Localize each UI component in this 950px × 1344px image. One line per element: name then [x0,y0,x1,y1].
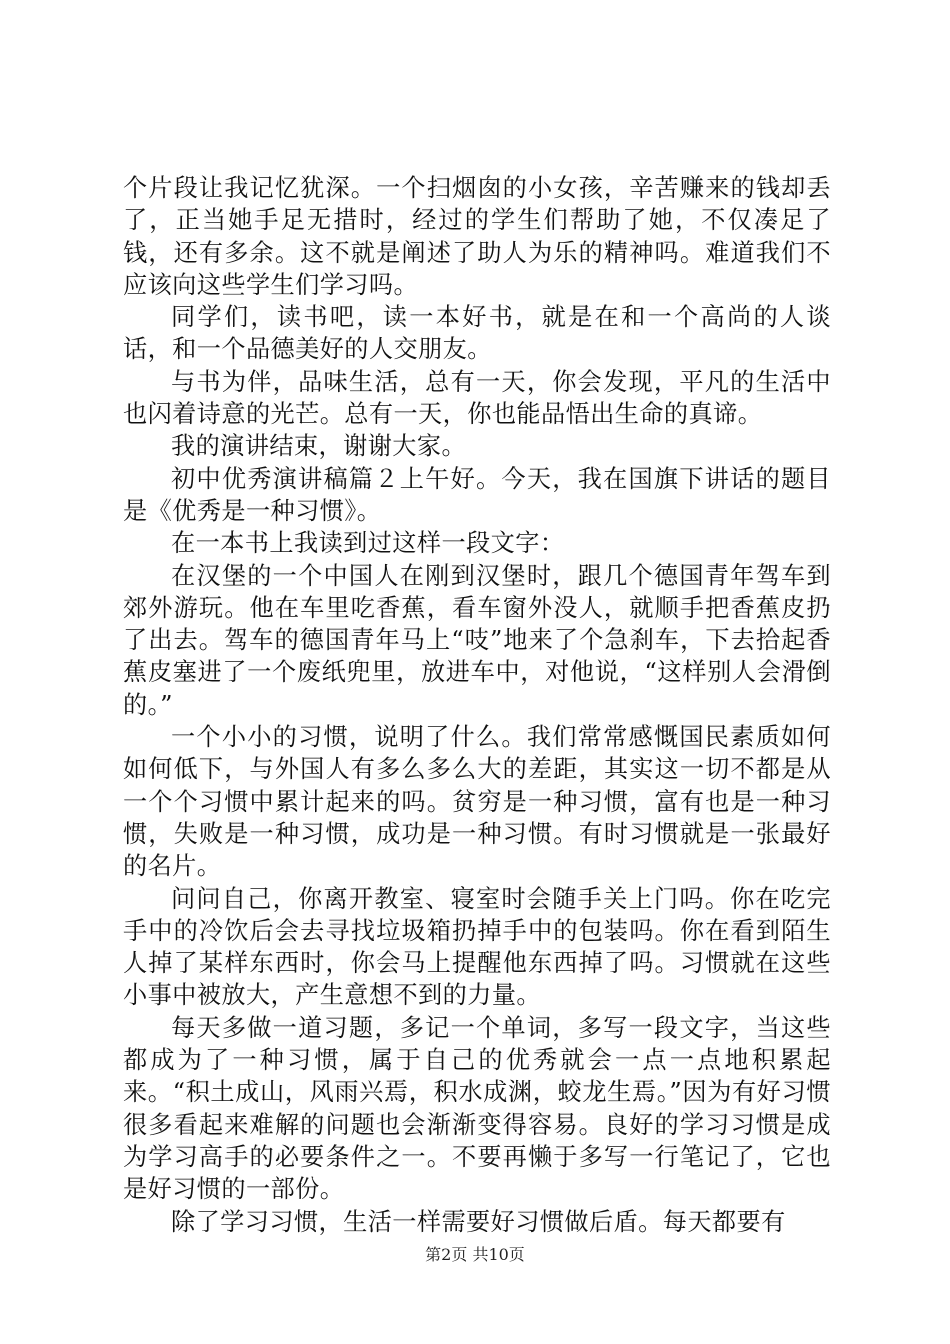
paragraph: 问问自己，你离开教室、寝室时会随手关上门吗。你在吃完手中的冷饮后会去寻找垃圾箱扔掉手中的包装吗。你在看到陌生人掉了某样东西时，你会马上提醒他东西掉了吗。习惯就在这些小事中被放大，产生意想不到的力量。 [123,884,831,1010]
paragraph: 我的演讲结束，谢谢大家。 [171,432,467,461]
document-body [123,172,831,1238]
paragraph: 与书为伴，品味生活，总有一天，你会发现，平凡的生活中也闪着诗意的光芒。总有一天，你也能品悟出生命的真谛。 [123,367,831,429]
paragraph: 个片段让我记忆犹深。一个扫烟囱的小女孩，辛苦赚来的钱却丢了，正当她手足无措时，经过的学生们帮助了她，不仅凑足了钱，还有多余。这不就是阐述了助人为乐的精神吗。难道我们不应该向这些学生们学习吗。 [123,174,831,299]
paragraph: 除了学习习惯，生活一样需要好习惯做后盾。每天都要有 [171,1207,786,1236]
paragraph: 初中优秀演讲稿篇２上午好。今天，我在国旗下讲话的题目是《优秀是一种习惯》。 [123,464,831,525]
page-number-footer: 第2页 共10页 [425,1245,525,1264]
paragraph: 在一本书上我读到过这样一段文字： [171,529,565,558]
paragraph: 在汉堡的一个中国人在刚到汉堡时，跟几个德国青年驾车到郊外游玩。他在车里吃香蕉，看车窗外没人，就顺手把香蕉皮扔了出去。驾车的德国青年马上“吱”地来了个急刹车，下去拾起香蕉皮塞进了一个废纸兜里，放进车中，对他说，“这样别人会滑倒的。” [123,561,831,719]
paragraph: 每天多做一道习题，多记一个单词，多写一段文字，当这些都成为了一种习惯，属于自己的优秀就会一点一点地积累起来。“积土成山，风雨兴焉，积水成渊，蛟龙生焉。”因为有好习惯很多看起来难解的问题也会渐渐变得容易。良好的学习习惯是成为学习高手的必要条件之一。不要再懒于多写一行笔记了，它也是好习惯的一部份。 [123,1013,831,1204]
paragraph: 一个小小的习惯，说明了什么。我们常常感慨国民素质如何如何低下，与外国人有多么多么大的差距，其实这一切不都是从一个个习惯中累计起来的吗。贫穷是一种习惯，富有也是一种习惯，失败是一种习惯，成功是一种习惯。有时习惯就是一张最好的名片。 [123,723,831,881]
paragraph: 同学们，读书吧，读一本好书，就是在和一个高尚的人谈话，和一个品德美好的人交朋友。 [123,303,831,364]
